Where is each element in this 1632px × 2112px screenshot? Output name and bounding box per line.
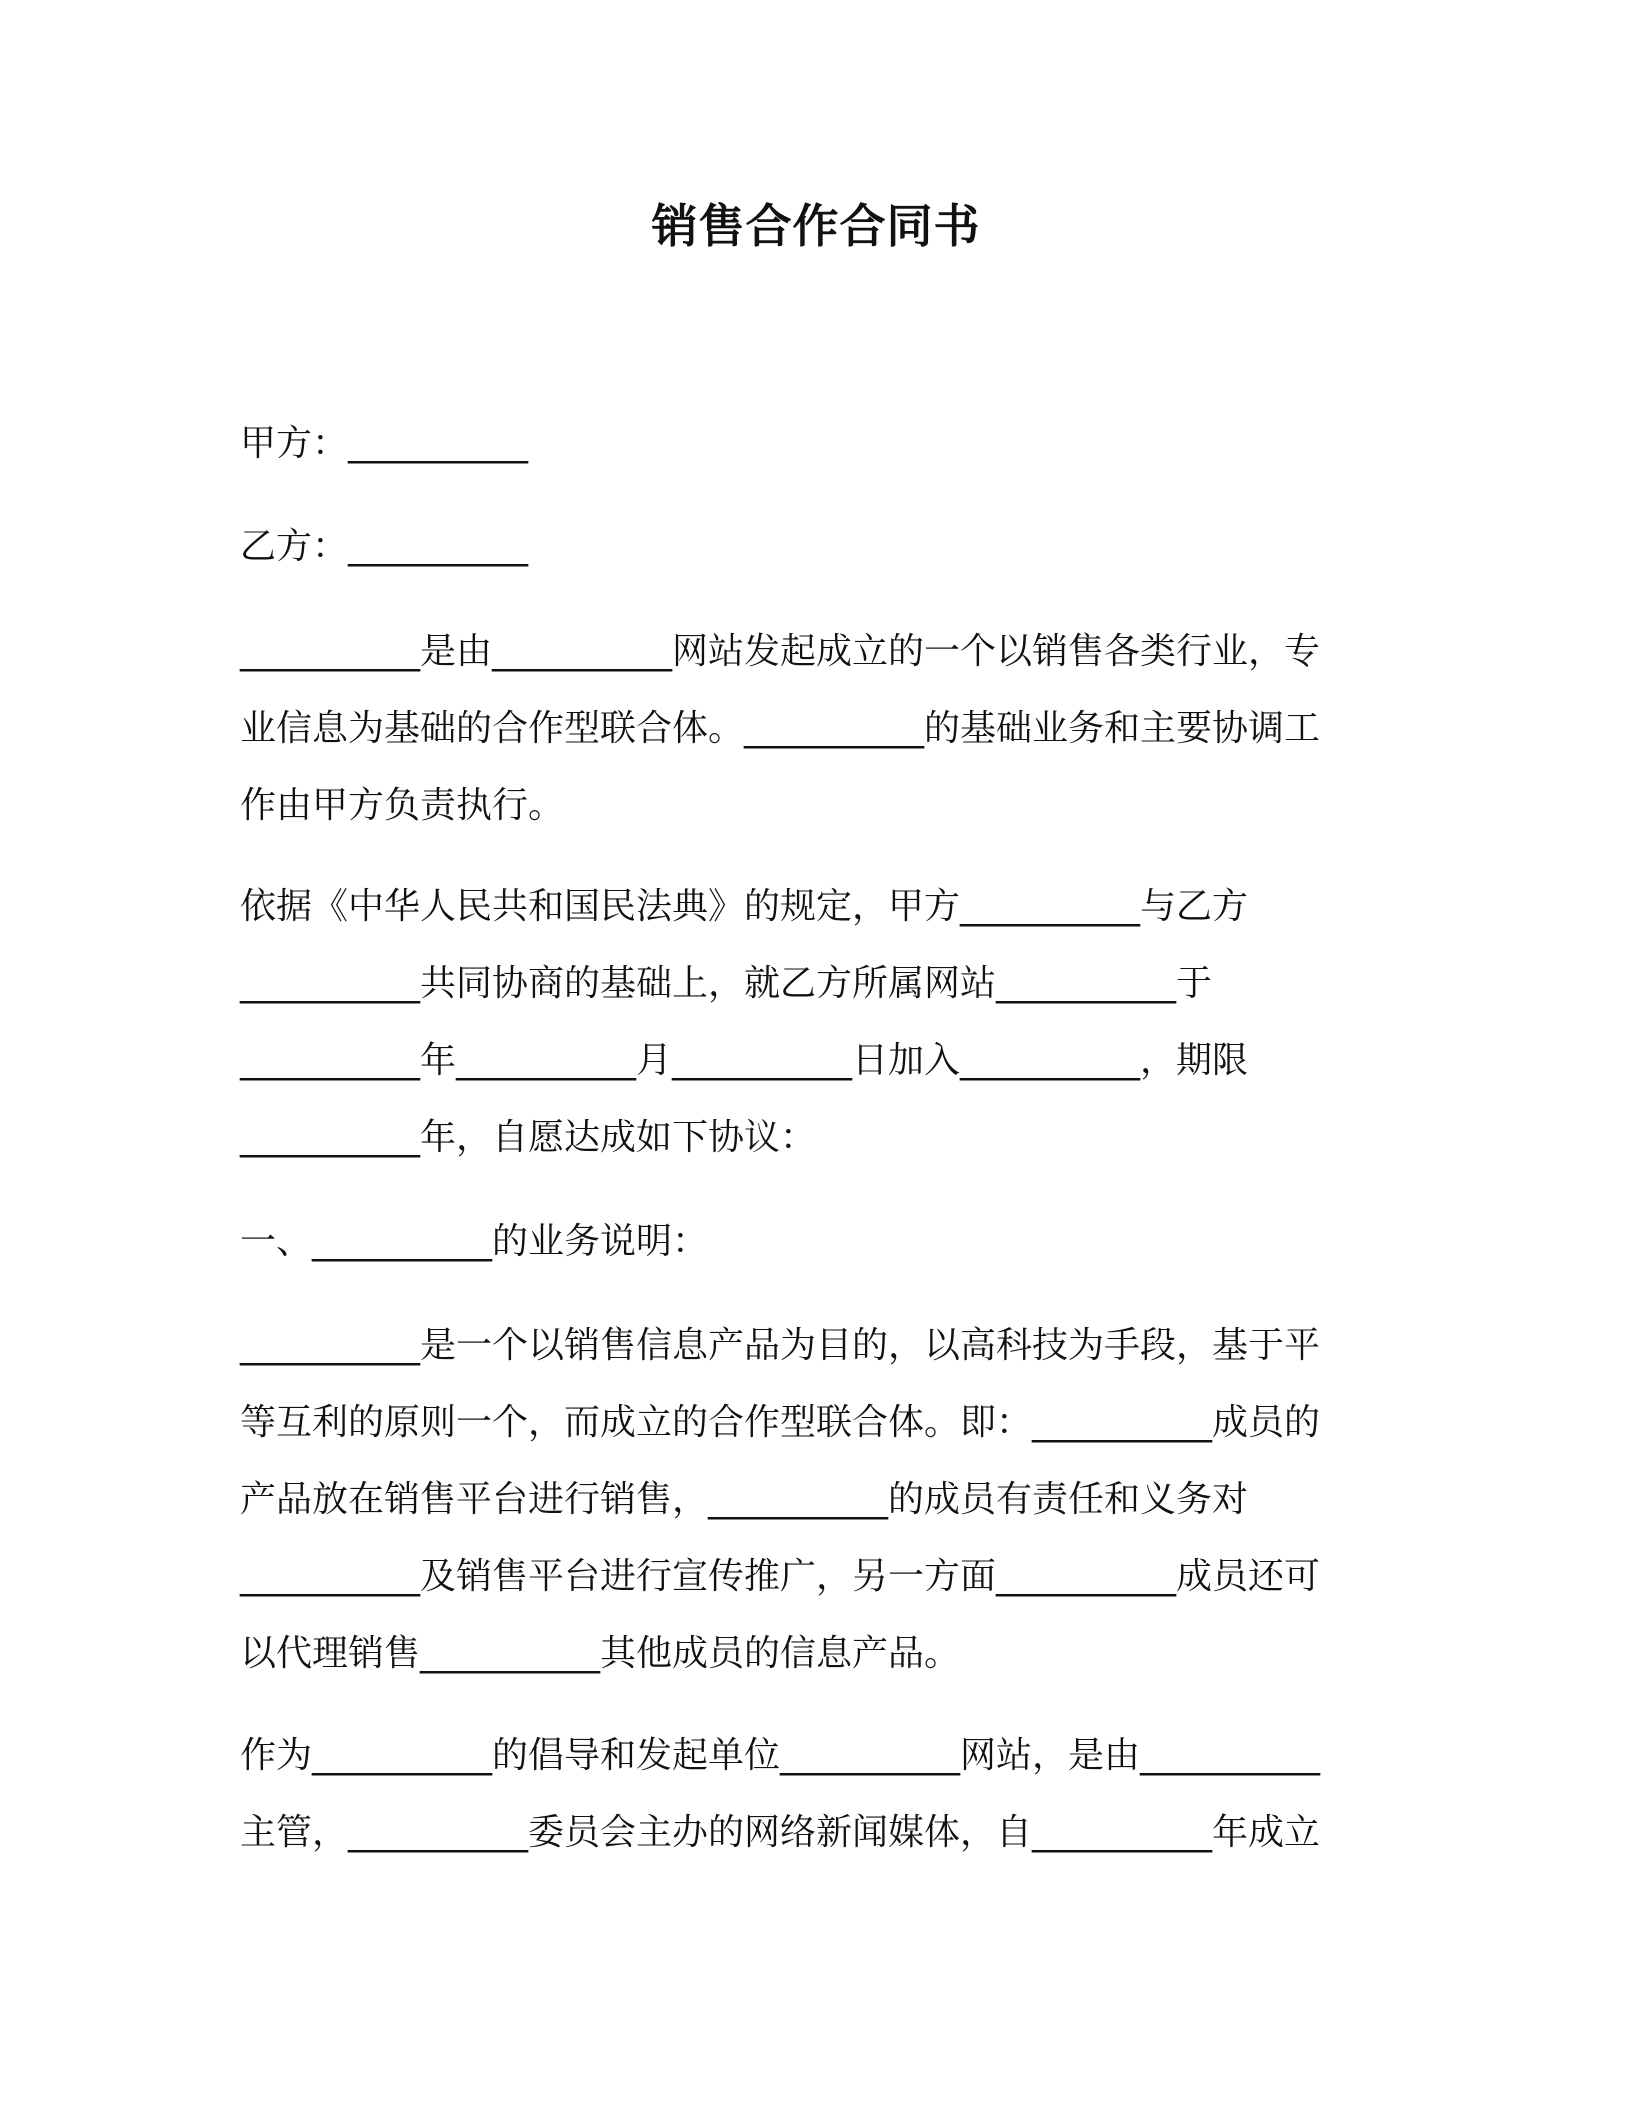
paragraph-line: __________年__________月__________日加入__________，期限 — [240, 1040, 1249, 1081]
document-title: 销售合作合同书 — [651, 199, 981, 253]
paragraph-line: 作为__________的倡导和发起单位__________网站，是由__________ — [240, 1735, 1321, 1776]
section-heading: 一、__________的业务说明： — [240, 1221, 709, 1262]
paragraph-line: 产品放在销售平台进行销售，__________的成员有责任和义务对 — [240, 1479, 1249, 1520]
paragraph-line: 等互利的原则一个，而成立的合作型联合体。即：__________成员的 — [240, 1402, 1321, 1443]
paragraph-line: __________是由__________网站发起成立的一个以销售各类行业，专 — [240, 631, 1321, 672]
party-a-line: 甲方：__________ — [240, 423, 529, 464]
paragraph-line: __________及销售平台进行宣传推广，另一方面__________成员还可 — [240, 1556, 1321, 1597]
paragraph-line: 作由甲方负责执行。 — [240, 785, 565, 826]
paragraph-line: __________共同协商的基础上，就乙方所属网站__________于 — [240, 963, 1213, 1004]
paragraph-line: 业信息为基础的合作型联合体。__________的基础业务和主要协调工 — [240, 708, 1321, 749]
paragraph-line: __________年，自愿达成如下协议： — [240, 1117, 817, 1158]
paragraph-line: __________是一个以销售信息产品为目的，以高科技为手段，基于平 — [240, 1325, 1321, 1366]
party-b-line: 乙方：__________ — [240, 526, 529, 567]
paragraph-line: 主管，__________委员会主办的网络新闻媒体，自__________年成立 — [240, 1812, 1321, 1853]
paragraph-line: 以代理销售__________其他成员的信息产品。 — [240, 1633, 961, 1674]
paragraph-line: 依据《中华人民共和国民法典》的规定，甲方__________与乙方 — [240, 886, 1249, 927]
